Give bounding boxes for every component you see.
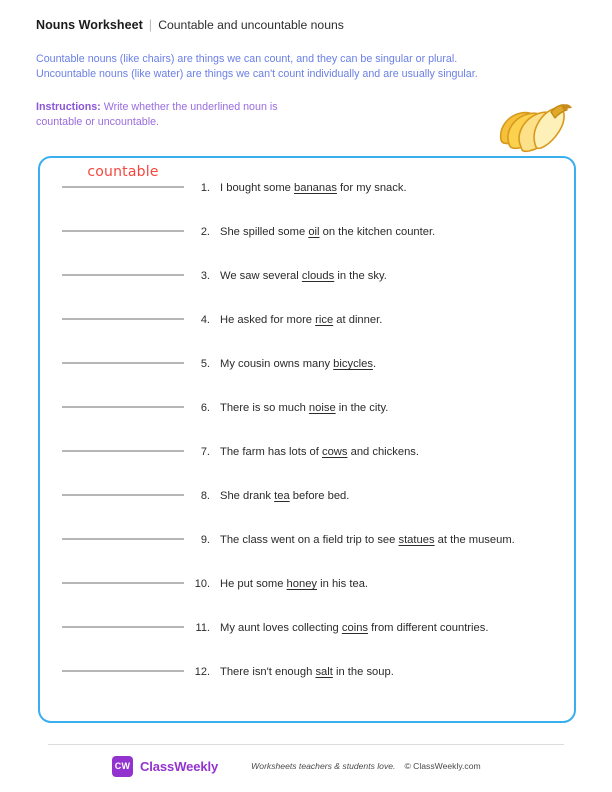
footer-tagline: Worksheets teachers & students love. xyxy=(251,761,396,771)
question-row xyxy=(40,246,574,290)
question-row xyxy=(40,466,574,510)
question-number: 11. xyxy=(195,622,210,634)
question-row xyxy=(40,598,574,642)
classweekly-logo-icon: CW xyxy=(112,756,133,777)
answer-blank[interactable] xyxy=(62,642,184,686)
sentence-prefix: There is so much xyxy=(220,402,309,414)
answer-underline xyxy=(62,406,184,408)
sentence-prefix: She spilled some xyxy=(220,226,309,238)
sentence-suffix: before bed. xyxy=(289,490,350,502)
answer-blank[interactable] xyxy=(62,334,184,378)
sentence-prefix: I bought some xyxy=(220,182,295,194)
question-row xyxy=(40,158,574,202)
question-text xyxy=(210,642,574,680)
answer-blank[interactable] xyxy=(62,290,184,334)
sentence-prefix: She drank xyxy=(220,490,275,502)
answer-blank[interactable] xyxy=(62,554,184,598)
answer-underline xyxy=(62,670,184,672)
question-row xyxy=(40,202,574,246)
sentence-prefix: The class went on a field trip to see xyxy=(220,534,399,546)
underlined-noun: bicycles xyxy=(333,358,373,370)
question-row xyxy=(40,510,574,554)
underlined-noun: cows xyxy=(321,446,348,458)
question-number: 4. xyxy=(200,314,210,326)
description-line-1: Countable nouns (like chairs) are things we can count, and they can be singular or plural. xyxy=(36,53,458,65)
underlined-noun: rice xyxy=(315,314,334,326)
question-row xyxy=(40,642,574,686)
underlined-noun: honey xyxy=(286,578,318,590)
answer-underline xyxy=(62,186,184,188)
question-row xyxy=(40,378,574,422)
answer-underline xyxy=(62,538,184,540)
questions-list xyxy=(40,158,574,686)
question-number: 3. xyxy=(200,270,210,282)
instructions-line-2: countable or uncountable. xyxy=(36,116,160,129)
banana-icon xyxy=(487,100,579,158)
footer-copyright: © ClassWeekly.com xyxy=(404,761,481,771)
underlined-noun: noise xyxy=(308,402,336,414)
sentence-prefix: The farm has lots of xyxy=(220,446,322,458)
answer-underline xyxy=(62,626,184,628)
sentence-suffix: and chickens. xyxy=(347,446,420,458)
question-text xyxy=(210,246,574,284)
sentence-suffix: in the soup. xyxy=(332,666,394,678)
answer-text: countable xyxy=(87,164,159,180)
underlined-noun: statues xyxy=(398,534,435,546)
answer-blank[interactable] xyxy=(62,598,184,642)
answer-underline xyxy=(62,230,184,232)
sentence-suffix: for my snack. xyxy=(336,182,407,194)
underlined-noun: oil xyxy=(308,226,320,238)
question-row xyxy=(40,554,574,598)
question-number: 1. xyxy=(200,182,210,194)
answer-blank[interactable] xyxy=(62,510,184,554)
sentence-prefix: My aunt loves collecting xyxy=(220,622,342,634)
question-row xyxy=(40,334,574,378)
lesson-description xyxy=(36,52,584,82)
sentence-suffix: from different countries. xyxy=(368,622,489,634)
question-number: 9. xyxy=(200,534,210,546)
question-number: 2. xyxy=(200,226,210,238)
answer-blank[interactable] xyxy=(62,466,184,510)
underlined-noun: clouds xyxy=(301,270,335,282)
sentence-suffix: on the kitchen counter. xyxy=(319,226,436,238)
sentence-prefix: There isn't enough xyxy=(220,666,316,678)
title-separator: | xyxy=(148,17,153,32)
sentence-suffix: at dinner. xyxy=(333,314,383,326)
footer-divider xyxy=(48,744,564,745)
answer-blank[interactable] xyxy=(62,158,184,202)
answer-blank[interactable] xyxy=(62,202,184,246)
question-number: 6. xyxy=(200,402,210,414)
answer-underline xyxy=(62,494,184,496)
answer-underline xyxy=(62,582,184,584)
question-text xyxy=(210,290,574,328)
page-title xyxy=(36,17,581,32)
description-line-2: Uncountable nouns (like water) are things we can't count individually and are usually singular. xyxy=(36,68,478,81)
question-text xyxy=(210,334,574,372)
answer-underline xyxy=(62,274,184,276)
sentence-suffix: in his tea. xyxy=(317,578,369,590)
underlined-noun: salt xyxy=(315,666,333,678)
instructions-text: Write whether the underlined noun is xyxy=(100,101,278,113)
question-text xyxy=(210,554,574,592)
page-title-subtitle: Countable and uncountable nouns xyxy=(158,18,344,32)
questions-panel xyxy=(38,156,576,723)
page-header xyxy=(36,17,581,32)
sentence-suffix: in the sky. xyxy=(334,270,387,282)
question-text xyxy=(210,510,574,548)
underlined-noun: coins xyxy=(341,622,369,634)
question-row xyxy=(40,422,574,466)
question-text xyxy=(210,202,574,240)
question-text xyxy=(210,422,574,460)
underlined-noun: bananas xyxy=(294,182,337,194)
answer-underline xyxy=(62,362,184,364)
sentence-suffix: in the city. xyxy=(335,402,389,414)
question-text xyxy=(210,466,574,504)
answer-underline xyxy=(62,450,184,452)
question-text xyxy=(210,598,574,636)
answer-blank[interactable] xyxy=(62,422,184,466)
question-row xyxy=(40,290,574,334)
instructions-block xyxy=(36,100,396,130)
answer-blank[interactable] xyxy=(62,378,184,422)
underlined-noun: tea xyxy=(274,490,290,502)
question-number: 8. xyxy=(200,490,210,502)
question-number: 12. xyxy=(194,666,210,678)
instructions-label: Instructions: xyxy=(36,101,101,113)
question-number: 5. xyxy=(200,358,210,370)
sentence-suffix: at the museum. xyxy=(434,534,515,546)
question-text xyxy=(210,158,574,196)
answer-underline xyxy=(62,318,184,320)
question-number: 10. xyxy=(194,578,210,590)
instructions-line-1 xyxy=(36,100,396,115)
brand-name: ClassWeekly xyxy=(140,758,219,774)
page-footer xyxy=(48,752,564,780)
sentence-prefix: We saw several xyxy=(220,270,302,282)
sentence-suffix: . xyxy=(372,358,377,370)
page-title-main: Nouns Worksheet xyxy=(36,18,143,32)
sentence-prefix: He put some xyxy=(220,578,287,590)
sentence-prefix: He asked for more xyxy=(220,314,316,326)
question-text xyxy=(210,378,574,416)
question-number: 7. xyxy=(200,446,210,458)
sentence-prefix: My cousin owns many xyxy=(220,358,334,370)
answer-blank[interactable] xyxy=(62,246,184,290)
